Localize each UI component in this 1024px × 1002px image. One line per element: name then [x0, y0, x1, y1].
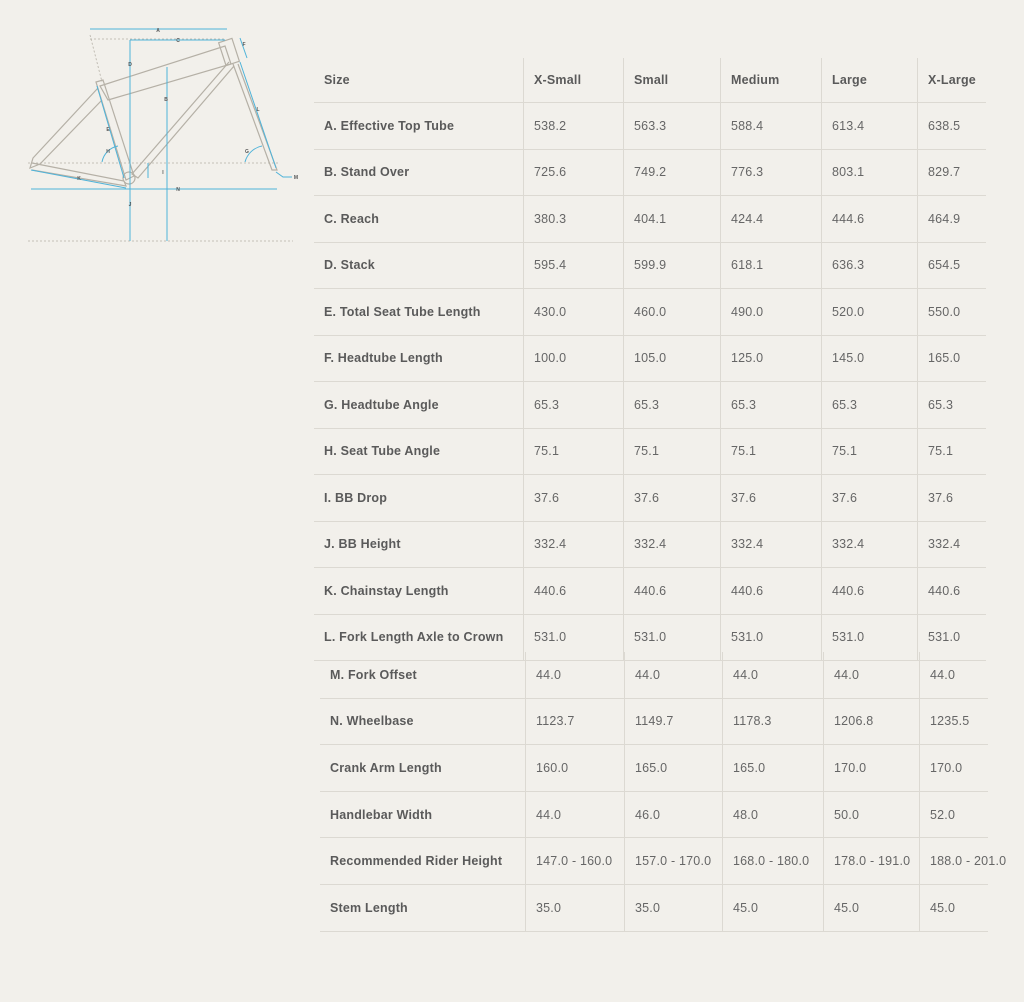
- table-cell: 65.3: [524, 382, 624, 428]
- table-cell: 618.1: [721, 243, 822, 289]
- row-label: G. Headtube Angle: [314, 382, 524, 428]
- table-cell: 46.0: [625, 792, 723, 838]
- table-cell: 75.1: [524, 429, 624, 475]
- table-cell: 595.4: [524, 243, 624, 289]
- table-cell: 157.0 - 170.0: [625, 838, 723, 884]
- table-row: [314, 568, 986, 615]
- table-cell: 44.0: [930, 667, 956, 682]
- table-row: [314, 522, 986, 569]
- row-label: F. Headtube Length: [314, 336, 524, 382]
- table-cell: 168.0 - 180.0: [723, 838, 824, 884]
- table-cell: 1149.7: [625, 699, 723, 745]
- table-row: [314, 150, 986, 197]
- table-cell: 170.0: [930, 760, 963, 775]
- table-cell: 37.6: [822, 475, 918, 521]
- row-label: C. Reach: [314, 196, 524, 242]
- table-cell: 440.6: [928, 583, 961, 598]
- table-cell: 37.6: [624, 475, 721, 521]
- table-cell: 332.4: [524, 522, 624, 568]
- table-cell: 37.6: [721, 475, 822, 521]
- table-cell: 50.0: [824, 792, 920, 838]
- geometry-table: [314, 58, 986, 645]
- table-cell: 44.0: [824, 652, 920, 698]
- row-label: H. Seat Tube Angle: [314, 429, 524, 475]
- table-cell: 332.4: [624, 522, 721, 568]
- table-cell: 440.6: [624, 568, 721, 614]
- table-cell: 1178.3: [723, 699, 824, 745]
- row-label: A. Effective Top Tube: [314, 103, 524, 149]
- table-cell: 440.6: [822, 568, 918, 614]
- table-cell: 332.4: [822, 522, 918, 568]
- table-cell: 404.1: [624, 196, 721, 242]
- table-cell: 531.0: [822, 615, 918, 661]
- label-i: I: [162, 170, 164, 176]
- table-cell: 188.0 - 201.0: [930, 854, 1007, 869]
- table-cell: 440.6: [721, 568, 822, 614]
- row-label: E. Total Seat Tube Length: [314, 289, 524, 335]
- table-cell: 440.6: [524, 568, 624, 614]
- table-cell: 165.0: [928, 351, 961, 366]
- row-label: N. Wheelbase: [320, 699, 526, 745]
- table-cell: 636.3: [822, 243, 918, 289]
- table-cell: 1123.7: [526, 699, 625, 745]
- table-cell: 424.4: [721, 196, 822, 242]
- row-label: Recommended Rider Height: [320, 838, 526, 884]
- table-row: [314, 243, 986, 290]
- table-cell: 48.0: [723, 792, 824, 838]
- table-cell: 178.0 - 191.0: [824, 838, 920, 884]
- table-cell: 1206.8: [824, 699, 920, 745]
- table-cell: 37.6: [524, 475, 624, 521]
- table-cell: 170.0: [824, 745, 920, 791]
- table-cell: 749.2: [624, 150, 721, 196]
- table-cell: 531.0: [624, 615, 721, 661]
- label-h: H: [106, 149, 110, 155]
- header-size: Size: [314, 58, 524, 102]
- table-cell: 35.0: [526, 885, 625, 931]
- table-cell: 65.3: [721, 382, 822, 428]
- table-cell: 65.3: [624, 382, 721, 428]
- table-cell: 531.0: [928, 630, 961, 645]
- table-row: [314, 336, 986, 383]
- table-cell: 803.1: [822, 150, 918, 196]
- label-e: E: [106, 127, 110, 133]
- table-cell: 75.1: [624, 429, 721, 475]
- table-cell: 332.4: [721, 522, 822, 568]
- table-row: [314, 196, 986, 243]
- label-n: N: [176, 187, 180, 193]
- label-l: L: [256, 107, 260, 113]
- table-cell: 75.1: [721, 429, 822, 475]
- table-cell: 165.0: [723, 745, 824, 791]
- table-cell: 430.0: [524, 289, 624, 335]
- table-cell: 490.0: [721, 289, 822, 335]
- row-label: M. Fork Offset: [320, 652, 526, 698]
- header-large: Large: [822, 58, 918, 102]
- row-label: D. Stack: [314, 243, 524, 289]
- table-row: [314, 382, 986, 429]
- table-row: [320, 699, 988, 746]
- table-cell: 75.1: [928, 444, 954, 459]
- table-cell: 599.9: [624, 243, 721, 289]
- header-x-large: X-Large: [928, 73, 976, 87]
- table-cell: 725.6: [524, 150, 624, 196]
- header-x-small: X-Small: [524, 58, 624, 102]
- table-cell: 44.0: [625, 652, 723, 698]
- table-cell: 638.5: [928, 118, 961, 133]
- label-d: D: [128, 62, 132, 68]
- table-cell: 538.2: [524, 103, 624, 149]
- label-k: K: [77, 176, 81, 182]
- label-g: G: [245, 149, 249, 155]
- dimension-lines: [31, 29, 292, 241]
- table-cell: 44.0: [526, 792, 625, 838]
- table-cell: 52.0: [930, 807, 956, 822]
- label-a: A: [156, 28, 160, 34]
- header-medium: Medium: [721, 58, 822, 102]
- table-cell: 829.7: [928, 165, 961, 180]
- table-cell: 444.6: [822, 196, 918, 242]
- row-label: J. BB Height: [314, 522, 524, 568]
- table-cell: 531.0: [721, 615, 822, 661]
- header-small: Small: [624, 58, 721, 102]
- label-c: C: [176, 38, 180, 44]
- table-cell: 145.0: [822, 336, 918, 382]
- table-cell: 613.4: [822, 103, 918, 149]
- label-m: M: [293, 175, 299, 181]
- table-cell: 44.0: [723, 652, 824, 698]
- table-row: [314, 475, 986, 522]
- table-cell: 464.9: [928, 211, 961, 226]
- table-cell: 65.3: [822, 382, 918, 428]
- row-label: I. BB Drop: [314, 475, 524, 521]
- geometry-table-continued: [320, 652, 1007, 917]
- table-cell: 125.0: [721, 336, 822, 382]
- table-row: [320, 745, 988, 792]
- table-cell: 550.0: [928, 304, 961, 319]
- table-cell: 332.4: [928, 537, 961, 552]
- table-cell: 147.0 - 160.0: [526, 838, 625, 884]
- table-row: [320, 885, 988, 932]
- table-cell: 160.0: [526, 745, 625, 791]
- table-cell: 100.0: [524, 336, 624, 382]
- label-b: B: [164, 97, 168, 103]
- table-cell: 588.4: [721, 103, 822, 149]
- row-label: Stem Length: [320, 885, 526, 931]
- row-label: K. Chainstay Length: [314, 568, 524, 614]
- table-cell: 35.0: [625, 885, 723, 931]
- label-j: J: [128, 202, 132, 208]
- table-cell: 65.3: [928, 397, 954, 412]
- table-cell: 75.1: [822, 429, 918, 475]
- table-cell: 45.0: [930, 900, 956, 915]
- table-cell: 105.0: [624, 336, 721, 382]
- row-label: Handlebar Width: [320, 792, 526, 838]
- dimension-labels: [77, 28, 298, 208]
- table-cell: 1235.5: [930, 714, 970, 729]
- table-cell: 37.6: [928, 490, 954, 505]
- table-cell: 44.0: [526, 652, 625, 698]
- bike-geometry-diagram: [0, 0, 310, 250]
- table-row: [314, 103, 986, 150]
- table-row: [314, 429, 986, 476]
- table-cell: 520.0: [822, 289, 918, 335]
- row-label: Crank Arm Length: [320, 745, 526, 791]
- table-cell: 165.0: [625, 745, 723, 791]
- table-cell: 563.3: [624, 103, 721, 149]
- table-row: [320, 838, 1007, 885]
- table-cell: 531.0: [524, 615, 624, 661]
- row-label: B. Stand Over: [314, 150, 524, 196]
- table-cell: 45.0: [824, 885, 920, 931]
- frame-outline: [30, 38, 277, 186]
- table-row: [314, 289, 986, 336]
- label-f: F: [242, 42, 246, 48]
- table-row: [320, 652, 988, 699]
- table-cell: 460.0: [624, 289, 721, 335]
- table-row: [320, 792, 988, 839]
- table-cell: 45.0: [723, 885, 824, 931]
- row-label: L. Fork Length Axle to Crown: [314, 615, 524, 661]
- table-header-row: [314, 58, 986, 103]
- table-cell: 654.5: [928, 258, 961, 273]
- table-cell: 776.3: [721, 150, 822, 196]
- table-cell: 380.3: [524, 196, 624, 242]
